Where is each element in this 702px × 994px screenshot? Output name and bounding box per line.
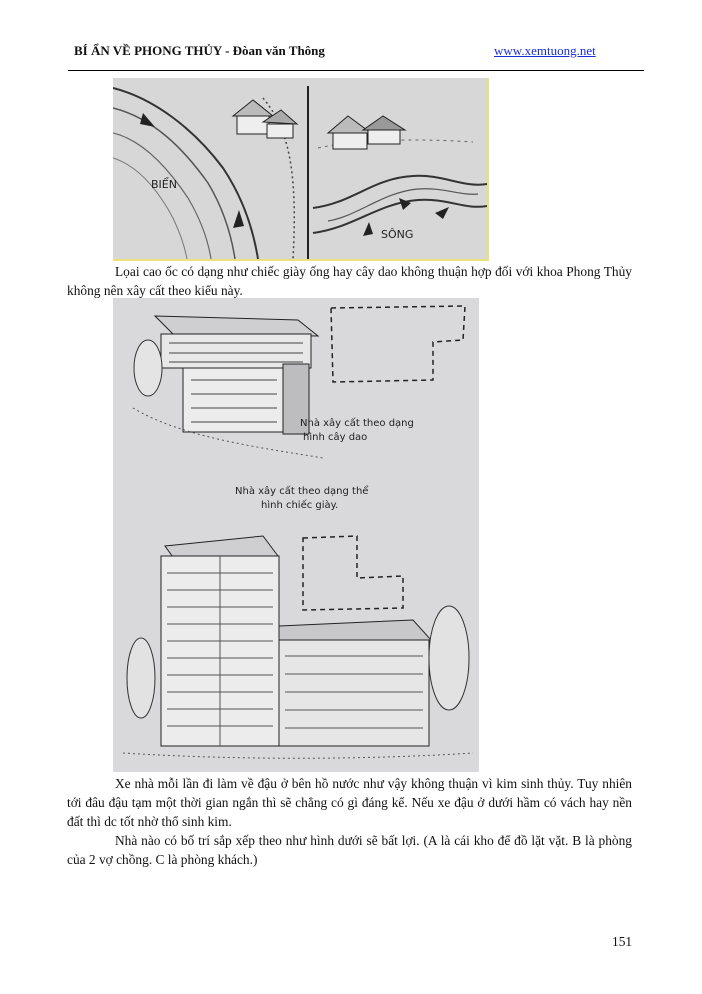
shoe-outline — [303, 536, 403, 610]
book-title: BÍ ẨN VỀ PHONG THỦY - Đòan văn Thông — [74, 43, 325, 58]
shoe-shaped-building — [123, 536, 473, 758]
website-link[interactable]: www.xemtuong.net — [494, 43, 596, 58]
shoe-caption-line2: hình chiếc giày. — [261, 500, 339, 511]
house-left-icon — [233, 100, 297, 138]
knife-caption-line1: Nhà xây cất theo dạng — [300, 418, 414, 429]
building-shapes-illustration — [113, 298, 479, 772]
paragraph-house-layout: Nhà nào có bố trí sắp xếp theo như hình dưới sẽ bất lợi. (A là cái kho để đồ lặt vặt. B là phòng của 2 vợ chồng. C là phòng khách.) — [67, 833, 632, 867]
knife-caption-line2: hình cây dao — [303, 432, 368, 443]
paragraph-boot-knife: Lọai cao ốc có dạng như chiếc giày ống hay cây dao không thuận hợp đối với khoa Phong Thủy không nên xây cất theo kiểu này. — [67, 264, 632, 298]
building-drawing — [113, 298, 479, 772]
house-right-icon — [328, 116, 405, 149]
sea-river-illustration — [113, 78, 489, 261]
knife-outline — [331, 306, 465, 382]
page-header — [68, 40, 644, 71]
sea-label: BIỂN — [151, 178, 177, 191]
sea-river-drawing — [113, 78, 487, 259]
river-label: SÔNG — [381, 228, 414, 241]
knife-shaped-building — [133, 316, 323, 458]
shoe-caption-line1: Nhà xây cất theo dạng thể — [235, 486, 369, 497]
page-number: 151 — [612, 934, 633, 949]
paragraph-car-parking: Xe nhà mỗi lần đi làm về đậu ở bên hồ nước như vậy không thuận vì kim sinh thủy. Tuy nhiên tới đâu đậu tạm một thời gian ngắn thì sẽ chẳng có gì đáng kể. Nếu xe đậu ở dưới hầm có vách hay nền đất thì dc tốt nhờ thổ sinh kim. — [67, 776, 632, 829]
